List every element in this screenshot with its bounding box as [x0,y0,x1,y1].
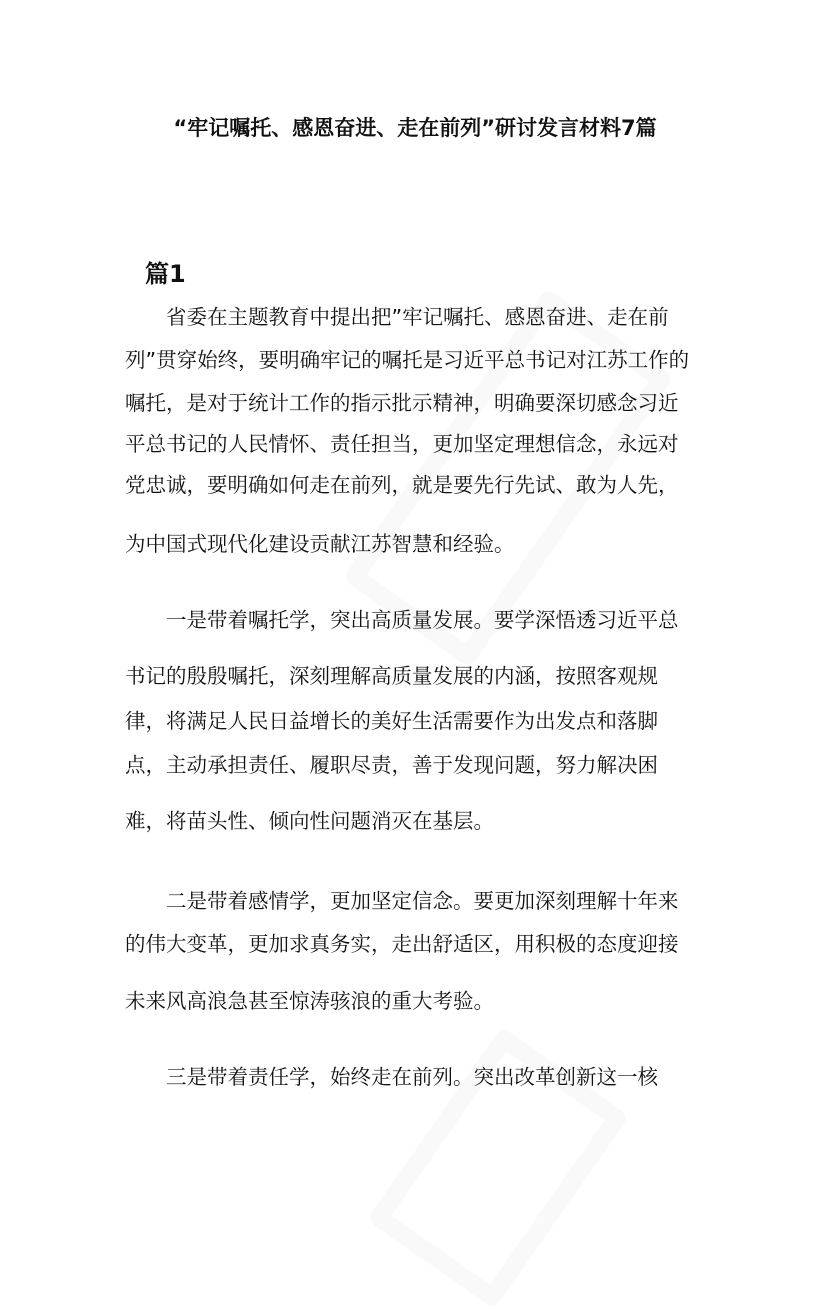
text-line: 列”贯穿始终，要明确牢记的嘱托是习近平总书记对江苏工作的 [125,348,690,372]
text-line: 一是带着嘱托学，突出高质量发展。要学深悟透习近平总 [166,608,679,632]
text-line: 为中国式现代化建设贡献江苏智慧和经验。 [125,532,515,556]
text-line: 二是带着感情学，更加坚定信念。要更加深刻理解十年来 [166,889,679,913]
document-title: “牢记嘱托、感恩奋进、走在前列”研讨发言材料7篇 [173,116,657,140]
text-line: 难，将苗头性、倾向性问题消灭在基层。 [125,809,494,833]
text-line: 党忠诚，要明确如何走在前列，就是要先行先试、敢为人先， [125,473,679,497]
section-heading: 篇1 [145,260,186,288]
text-line: 的伟大变革，更加求真务实，走出舒适区，用积极的态度迎接 [125,932,679,956]
text-line: 书记的殷殷嘱托，深刻理解高质量发展的内涵，按照客观规 [125,664,658,688]
text-line: 平总书记的人民情怀、责任担当，更加坚定理想信念，永远对 [125,432,679,456]
text-line: 三是带着责任学，始终走在前列。突出改革创新这一核 [166,1065,658,1089]
text-line: 省委在主题教育中提出把”牢记嘱托、感恩奋进、走在前 [166,305,669,329]
text-line: 律，将满足人民日益增长的美好生活需要作为出发点和落脚 [125,709,658,733]
text-line: 点，主动承担责任、履职尽责，善于发现问题，努力解决困 [125,753,658,777]
text-line: 嘱托，是对于统计工作的指示批示精神，明确要深切感念习近 [125,391,679,415]
text-line: 未来风高浪急甚至惊涛骇浪的重大考验。 [125,989,494,1013]
